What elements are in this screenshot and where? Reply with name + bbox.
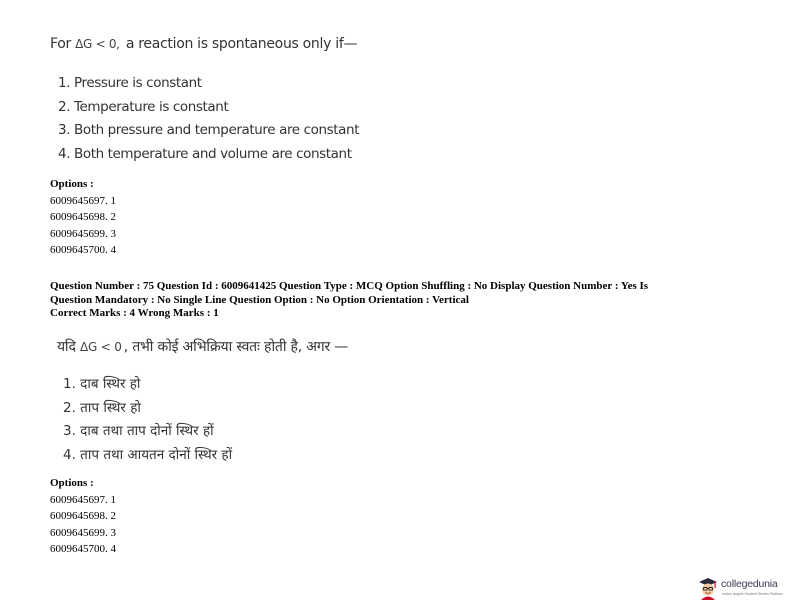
answer-options-hindi xyxy=(63,373,232,467)
stem-prefix: यदि xyxy=(57,339,76,355)
question-meta xyxy=(50,280,750,321)
option-code: 6009645698. 2 xyxy=(50,211,116,223)
option-code: 6009645700. 4 xyxy=(50,543,116,555)
answer-options-english xyxy=(58,72,359,167)
graduate-mascot-icon xyxy=(697,576,719,600)
answer-option: 1. दाब स्थिर हो xyxy=(63,376,141,392)
question-stem-hindi xyxy=(57,337,348,356)
option-code: 6009645697. 1 xyxy=(50,493,116,506)
meta-line: Question Mandatory : No Single Line Question Option : No Option Orientation : Vertical xyxy=(50,293,469,306)
option-code: 6009645697. 1 xyxy=(50,194,116,207)
option-code: 6009645699. 3 xyxy=(50,227,116,240)
logo-tagline: India's largest Student Review Platform xyxy=(722,592,783,596)
logo-wordmark: collegedunia xyxy=(721,578,778,590)
answer-option: 1. Pressure is constant xyxy=(58,75,202,91)
marks-line: Correct Marks : 4 Wrong Marks : 1 xyxy=(50,307,219,319)
delta-g-expression: ΔG < 0, xyxy=(75,37,120,51)
question-stem-english xyxy=(50,36,357,52)
option-codes-english xyxy=(50,176,116,259)
options-label: Options : xyxy=(50,477,94,489)
answer-option: 2. Temperature is constant xyxy=(58,98,229,115)
answer-option: 4. ताप तथा आयतन दोनों स्थिर हों xyxy=(63,446,233,463)
collegedunia-logo xyxy=(697,574,789,604)
answer-option: 3. Both pressure and temperature are constant xyxy=(58,122,360,139)
option-code: 6009645698. 2 xyxy=(50,510,116,522)
stem-prefix: For xyxy=(50,36,71,52)
options-label: Options : xyxy=(50,178,94,190)
delta-g-expression: ΔG < 0 xyxy=(80,340,122,354)
option-code: 6009645700. 4 xyxy=(50,244,116,256)
answer-option: 3. दाब तथा ताप दोनों स्थिर हों xyxy=(63,423,214,440)
answer-option: 4. Both temperature and volume are constant xyxy=(58,146,352,163)
answer-option: 2. ताप स्थिर हो xyxy=(63,399,141,416)
stem-text: , तभी कोई अभिक्रिया स्वतः होती है, अगर — xyxy=(123,339,349,355)
option-codes-hindi xyxy=(50,475,116,558)
meta-line: Question Number : 75 Question Id : 6009641425 Question Type : MCQ Option Shuffling : No Display Question Number : Yes Is xyxy=(50,280,649,292)
option-code: 6009645699. 3 xyxy=(50,526,116,539)
stem-text: a reaction is spontaneous only if— xyxy=(125,36,358,52)
